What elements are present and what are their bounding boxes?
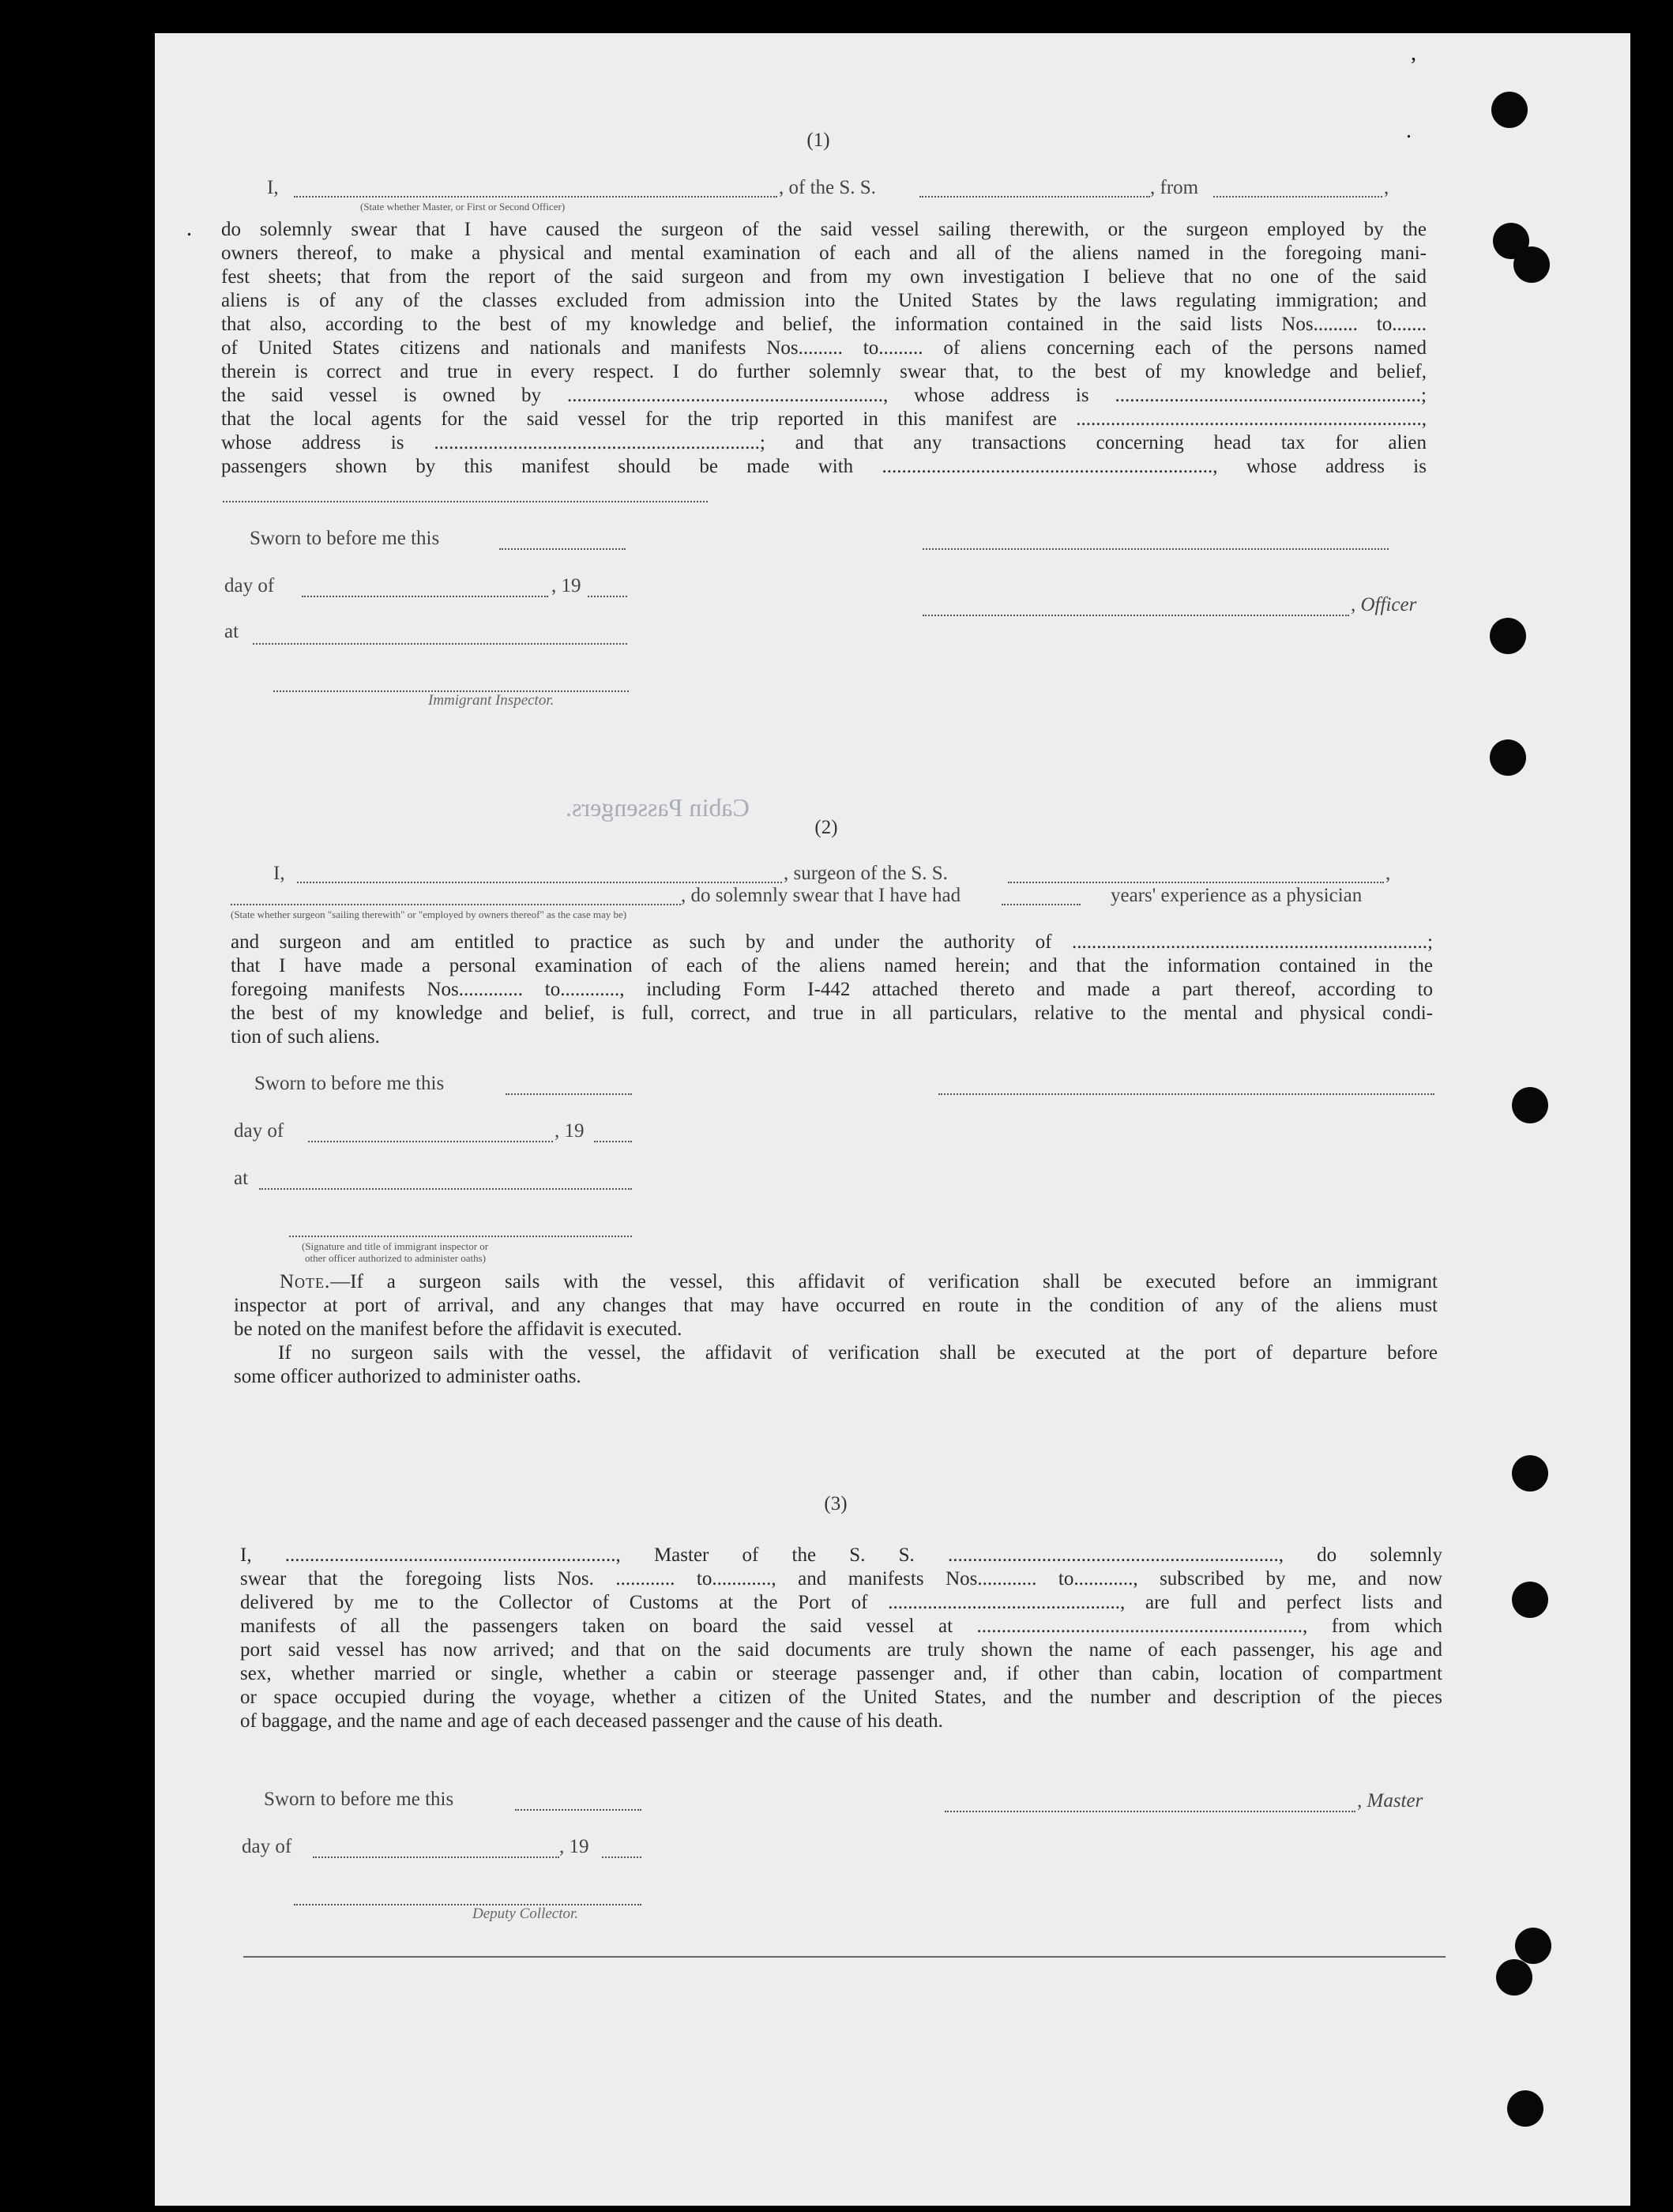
text-line: foregoing manifests Nos............. to............, including Form I-442 attached thereto and made a part thereof, according to <box>231 979 1433 1000</box>
collector-label: Deputy Collector. <box>472 1905 579 1922</box>
inspector-label: Immigrant Inspector. <box>428 692 555 709</box>
section2-swear: , do solemnly swear that I have had <box>681 885 961 906</box>
section2-body <box>231 931 1433 1049</box>
section1-from: , from <box>1150 177 1199 198</box>
at-line[interactable] <box>253 643 627 645</box>
text-line: passengers shown by this manifest should be made with ..................................................................., whose address is <box>221 456 1427 477</box>
text-line: that I have made a personal examination of each of the aliens named herein; and that the information contained in the <box>231 955 1433 976</box>
sworn-label: Sworn to before me this <box>254 1073 445 1094</box>
years-experience-line[interactable] <box>1002 904 1081 905</box>
section1-of-ss: , of the S. S. <box>779 177 876 198</box>
section2-end: , <box>1385 863 1391 884</box>
text-line: delivered by me to the Collector of Customs at the Port of ..............................................., are full and perfect lists and <box>240 1592 1442 1613</box>
address-line[interactable] <box>223 501 708 502</box>
text-line: of United States citizens and nationals and manifests Nos......... to......... of aliens concerning each of the persons named <box>221 337 1427 359</box>
sworn-date-line[interactable] <box>506 1093 632 1095</box>
sworn-label: Sworn to before me this <box>250 528 440 549</box>
section1-i: I, <box>267 177 279 198</box>
section2-i: I, <box>273 863 285 884</box>
section-number: (3) <box>824 1493 848 1514</box>
surgeon-status-line[interactable] <box>231 904 681 905</box>
year-label: , 19 <box>551 575 581 596</box>
note-label: Note. <box>280 1271 331 1292</box>
at-label: at <box>224 621 239 642</box>
bleed-through-text: Cabin Passengers. <box>566 793 750 822</box>
master-signature-line[interactable] <box>945 1811 1355 1812</box>
text-line: I, ..................................................................., Master of the S. S. ..................................................................., do solemnly <box>240 1544 1442 1566</box>
note-line: inspector at port of arrival, and any changes that may have occurred en route in the condition of any of the aliens must <box>234 1295 1438 1316</box>
punch-hole <box>1490 618 1526 654</box>
text-line: therein is correct and true in every respect. I do further solemnly swear that, to the best of my knowledge and belief, <box>221 361 1427 382</box>
section2-vessel-line[interactable] <box>1008 882 1384 883</box>
note-line: Note.—If a surgeon sails with the vessel, this affidavit of verification shall be executed before an immigrant <box>280 1271 1438 1292</box>
section-number: (2) <box>814 817 838 838</box>
document-page <box>155 33 1630 2206</box>
section2-years: years' experience as a physician <box>1111 885 1363 906</box>
punch-hole <box>1512 1582 1548 1618</box>
officer-signature-line[interactable] <box>923 615 1349 616</box>
inspector-signature-line[interactable] <box>289 1236 632 1237</box>
section2-surgeon-of-ss: , surgeon of the S. S. <box>784 863 948 884</box>
text-line: swear that the foregoing lists Nos. ............ to............, and manifests Nos............ to............, subscribed by me, and now <box>240 1568 1442 1589</box>
section-number: (1) <box>806 130 830 151</box>
ink-speck: . <box>186 216 192 241</box>
punch-hole <box>1515 1928 1551 1964</box>
note-paragraph <box>234 1270 1438 1389</box>
vessel-name-line[interactable] <box>919 196 1150 198</box>
punch-hole <box>1490 739 1526 776</box>
text-line: the best of my knowledge and belief, is full, correct, and true in all particulars, relative to the mental and physical condi- <box>231 1003 1433 1024</box>
section3-body <box>240 1544 1442 1733</box>
text-line: the said vessel is owned by ................................................................, whose address is ..............................................................; <box>221 385 1427 406</box>
surgeon-name-line[interactable] <box>297 882 782 883</box>
text-line: whose address is ..................................................................; and that any transactions concerning head tax for alien <box>221 432 1427 453</box>
officer-caption: (State whether Master, or First or Second Officer) <box>360 201 566 213</box>
day-of-line[interactable] <box>308 1141 553 1142</box>
day-of-label: day of <box>234 1120 284 1142</box>
text-line: do solemnly swear that I have caused the surgeon of the said vessel sailing therewith, or the surgeon employed by the <box>221 219 1427 240</box>
day-of-line[interactable] <box>313 1856 559 1858</box>
year-line[interactable] <box>588 596 627 597</box>
note-line: some officer authorized to administer oaths. <box>234 1366 581 1387</box>
ink-speck: . <box>1406 118 1412 143</box>
text-line: manifests of all the passengers taken on board the said vessel at .................................................................., from which <box>240 1616 1442 1637</box>
section1-body <box>221 218 1427 479</box>
officer-name-line[interactable] <box>294 196 777 198</box>
surgeon-caption: (State whether surgeon "sailing therewith" or "employed by owners thereof" as the case may be) <box>231 908 627 920</box>
punch-hole <box>1512 1087 1548 1123</box>
day-of-line[interactable] <box>302 596 548 597</box>
text-line: aliens is of any of the classes excluded from admission into the United States by the laws regulating immigration; and <box>221 290 1427 311</box>
sworn-label: Sworn to before me this <box>264 1789 454 1810</box>
signature-caption: other officer authorized to administer oaths) <box>305 1252 486 1264</box>
sworn-date-line[interactable] <box>515 1809 641 1811</box>
officer-signature-top-line[interactable] <box>923 548 1389 550</box>
text-line: and surgeon and am entitled to practice as such by and under the authority of ........................................................................; <box>231 931 1433 953</box>
text-line: of baggage, and the name and age of each deceased passenger and the cause of his death. <box>240 1710 943 1732</box>
punch-hole <box>1513 246 1550 283</box>
sworn-date-line[interactable] <box>499 548 626 550</box>
day-of-label: day of <box>224 575 275 596</box>
master-label: , Master <box>1357 1790 1423 1811</box>
day-of-label: day of <box>242 1836 292 1857</box>
punch-hole <box>1507 2090 1543 2127</box>
bottom-rule <box>243 1956 1446 1958</box>
punch-hole <box>1512 1455 1548 1492</box>
text-line: or space occupied during the voyage, whether a citizen of the United States, and the number and description of the pieces <box>240 1687 1442 1708</box>
text-line: port said vessel has now arrived; and that on the said documents are truly shown the name of each passenger, his age and <box>240 1639 1442 1661</box>
at-line[interactable] <box>259 1188 632 1190</box>
note-line: If no surgeon sails with the vessel, the affidavit of verification shall be executed at the port of departure before <box>278 1342 1438 1364</box>
year-line[interactable] <box>602 1856 641 1858</box>
text-line: that the local agents for the said vessel for the trip reported in this manifest are ......................................................................, <box>221 408 1427 430</box>
punch-hole <box>1496 1959 1532 1996</box>
ink-speck: , <box>1411 41 1416 66</box>
officer-label: , Officer <box>1351 594 1417 615</box>
text-line: that also, according to the best of my knowledge and belief, the information contained in the said lists Nos......... to....... <box>221 314 1427 335</box>
year-label: , 19 <box>555 1120 585 1142</box>
surgeon-signature-line[interactable] <box>938 1093 1434 1095</box>
year-label: , 19 <box>559 1836 589 1857</box>
text-line: sex, whether married or single, whether a cabin or steerage passenger and, if other than cabin, location of compartment <box>240 1663 1442 1684</box>
note-line: be noted on the manifest before the affidavit is executed. <box>234 1319 682 1340</box>
year-line[interactable] <box>594 1141 632 1142</box>
at-label: at <box>234 1168 249 1189</box>
signature-caption: (Signature and title of immigrant inspector or <box>302 1240 489 1252</box>
collector-signature-line[interactable] <box>294 1904 641 1905</box>
section1-end: , <box>1384 177 1389 198</box>
text-line: owners thereof, to make a physical and mental examination of each and all of the aliens named in the foregoing mani- <box>221 243 1427 264</box>
from-port-line[interactable] <box>1213 196 1382 198</box>
text-line: tion of such aliens. <box>231 1026 380 1048</box>
text-line: fest sheets; that from the report of the said surgeon and from my own investigation I believe that no one of the said <box>221 266 1427 288</box>
punch-hole <box>1491 92 1528 128</box>
